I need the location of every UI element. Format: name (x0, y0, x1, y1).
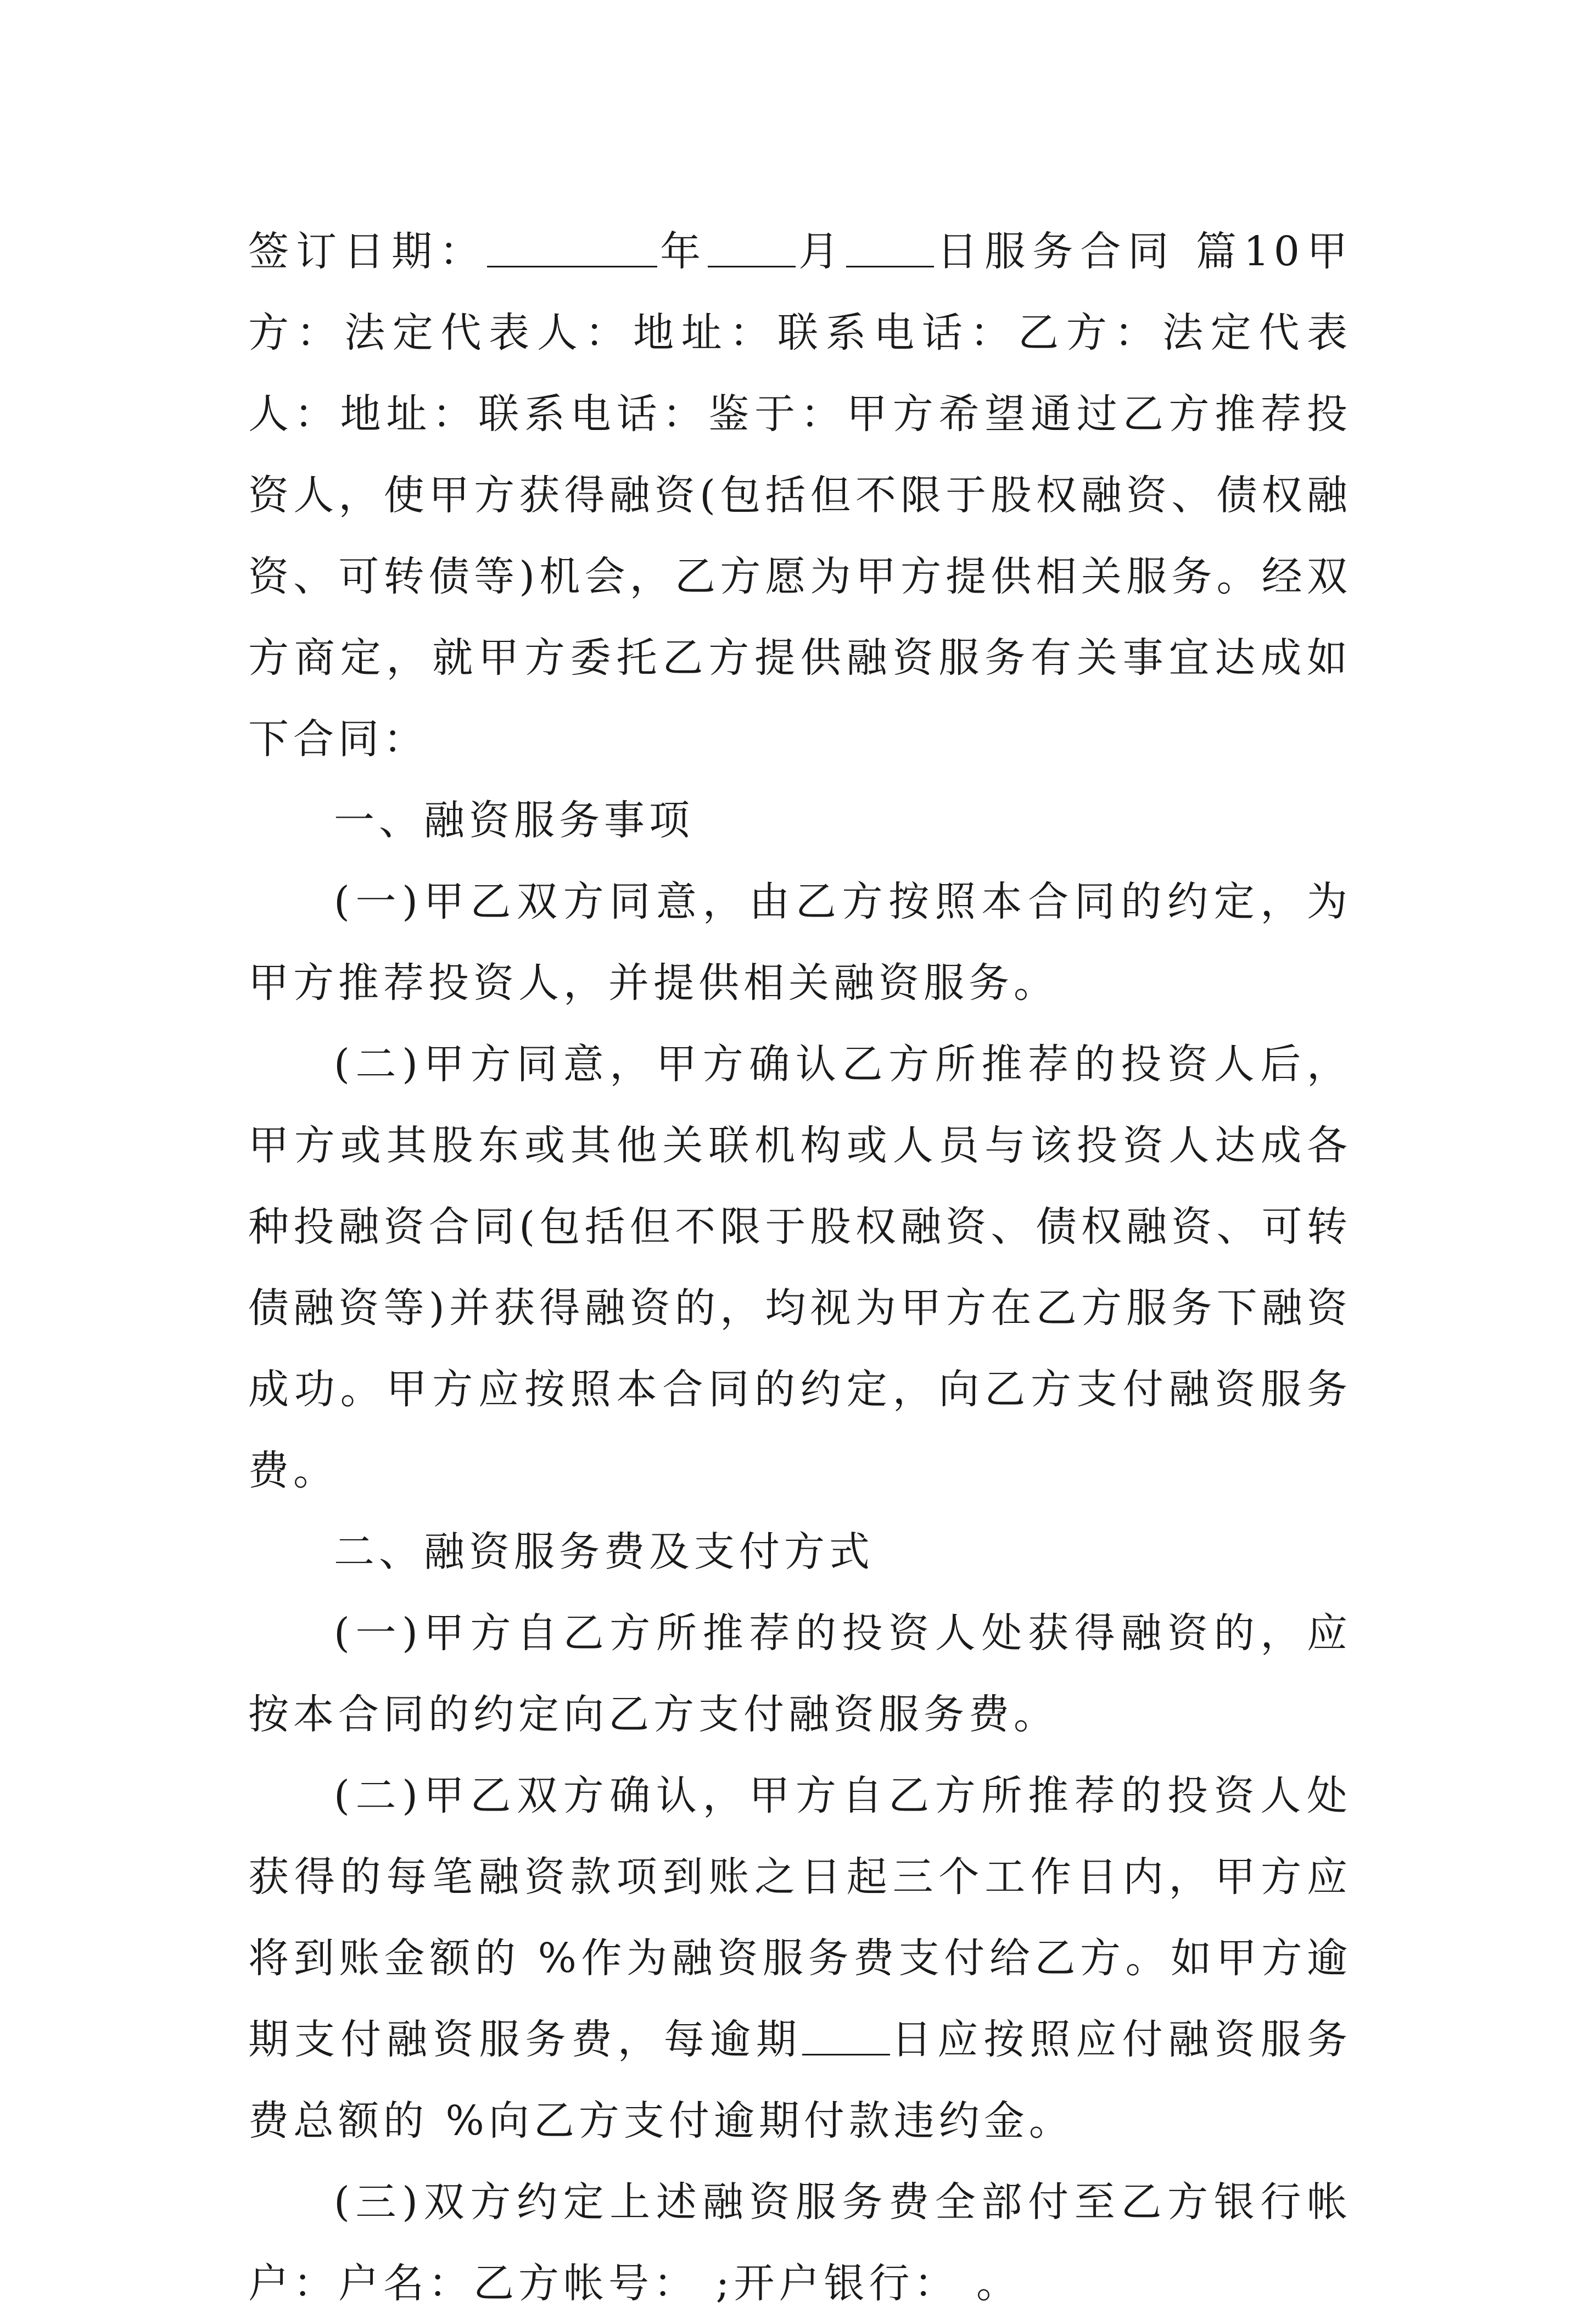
clause-1-2: (二)甲方同意，甲方确认乙方所推荐的投资人后，甲方或其股东或其他关联机构或人员与该投资人达成各种投融资合同(包括但不限于股权融资、债权融资、可转债融资等)并获得融资的，均视为甲方在乙方服务下融资成功。甲方应按照本合同的约定，向乙方支付融资服务费。 (248, 1041, 1352, 1494)
clause-1-1: (一)甲乙双方同意，由乙方按照本合同的约定，为甲方推荐投资人，并提供相关融资服务。 (248, 878, 1352, 1007)
section-heading-2: 二、融资服务费及支付方式 (334, 1528, 874, 1576)
overdue-days-blank (802, 2015, 890, 2055)
clause-2-2 (248, 1755, 1352, 2161)
clause-2-1: (一)甲方自乙方所推荐的投资人处获得融资的，应按本合同的约定向乙方支付融资服务费。 (248, 1610, 1352, 1738)
clause-2-2-text-a: (二)甲乙双方确认，甲方自乙方所推荐的投资人处获得的每笔融资款项到账之日起三个工作日内，甲方应将到账金额的 %作为融资服务费支付给乙方。如甲方逾期支付融资服务费，每逾期 (248, 1772, 1352, 2063)
section-heading-1: 一、融资服务事项 (334, 797, 694, 844)
year-blank (487, 227, 657, 267)
intro-text: 日服务合同 篇10甲方：法定代表人：地址：联系电话：乙方：法定代表人：地址：联系电话：鉴于：甲方希望通过乙方推荐投资人，使甲方获得融资(包括但不限于股权融资、债权融资、可转债等)机会，乙方愿为甲方提供相关服务。经双方商定，就甲方委托乙方提供融资服务有关事宜达成如下合同： (248, 228, 1352, 763)
contract-intro-paragraph (248, 211, 1352, 780)
clause-2-3: (三)双方约定上述融资服务费全部付至乙方银行帐户：户名：乙方帐号： ;开户银行： 。 (248, 2178, 1352, 2307)
document-body (248, 211, 1352, 2324)
clause-2-2-text-b: 日应按照应付融资服务费总额的 %向乙方支付逾期付款违约金。 (248, 2016, 1352, 2144)
month-label: 月 (796, 228, 847, 275)
month-blank (708, 227, 796, 267)
day-blank (846, 227, 934, 267)
sign-date-label: 签订日期： (248, 228, 488, 275)
year-label: 年 (657, 228, 708, 275)
